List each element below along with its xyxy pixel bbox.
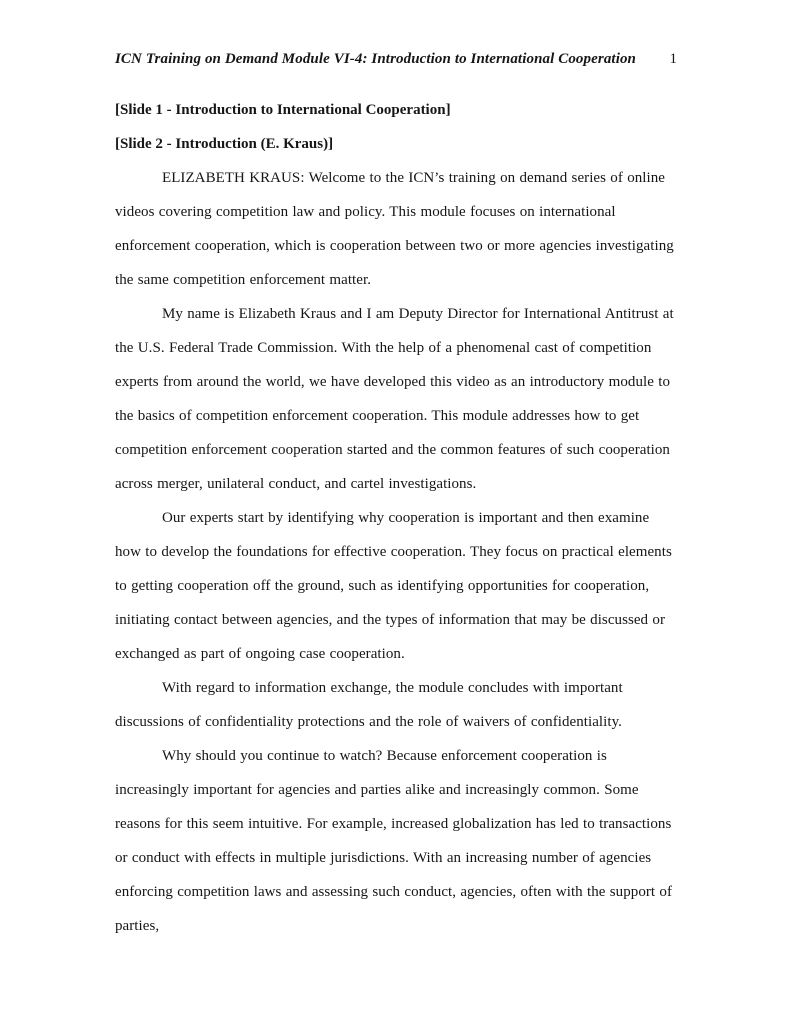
paragraph: Why should you continue to watch? Because enforcement cooperation is increasingly important for agencies and parties alike and increasingly common. Some reasons for this seem intuitive. For example, increased globalization has led to transactions or conduct with effects in multiple jurisdictions. With an increasing number of agencies enforcing competition laws and assessing such conduct, agencies, often with the support of parties, — [115, 748, 673, 934]
paragraph: Our experts start by identifying why cooperation is important and then examine how to develop the foundations for effective cooperation. They focus on practical elements to getting cooperation off the ground, such as identifying opportunities for cooperation, initiating contact between agencies, and the types of information that may be discussed or exchanged as part of ongoing case cooperation. — [115, 510, 672, 662]
running-header — [115, 49, 679, 69]
paragraph: ELIZABETH KRAUS: Welcome to the ICN’s training on demand series of online videos covering competition law and policy. This module focuses on international enforcement cooperation, which is cooperation between two or more agencies investigating the same competition enforcement matter. — [115, 170, 674, 288]
slide-2-heading: [Slide 2 - Introduction (E. Kraus)] — [115, 136, 334, 152]
slide-1-heading: [Slide 1 - Introduction to International Cooperation] — [115, 102, 451, 118]
paragraph: With regard to information exchange, the module concludes with important discussions of confidentiality protections and the role of waivers of confidentiality. — [115, 680, 623, 730]
slide-headings — [115, 93, 679, 161]
paragraph: My name is Elizabeth Kraus and I am Deputy Director for International Antitrust at the U.S. Federal Trade Commission. With the help of a phenomenal cast of competition experts from around the world, we have developed this video as an introductory module to the basics of competition enforcement cooperation. This module addresses how to get competition enforcement cooperation started and the common features of such cooperation across merger, unilateral conduct, and cartel investigations. — [115, 306, 674, 492]
header-title: ICN Training on Demand Module VI-4: Introduction to International Cooperation — [115, 51, 637, 67]
transcript-body — [115, 161, 679, 943]
page-number: 1 — [669, 51, 677, 67]
